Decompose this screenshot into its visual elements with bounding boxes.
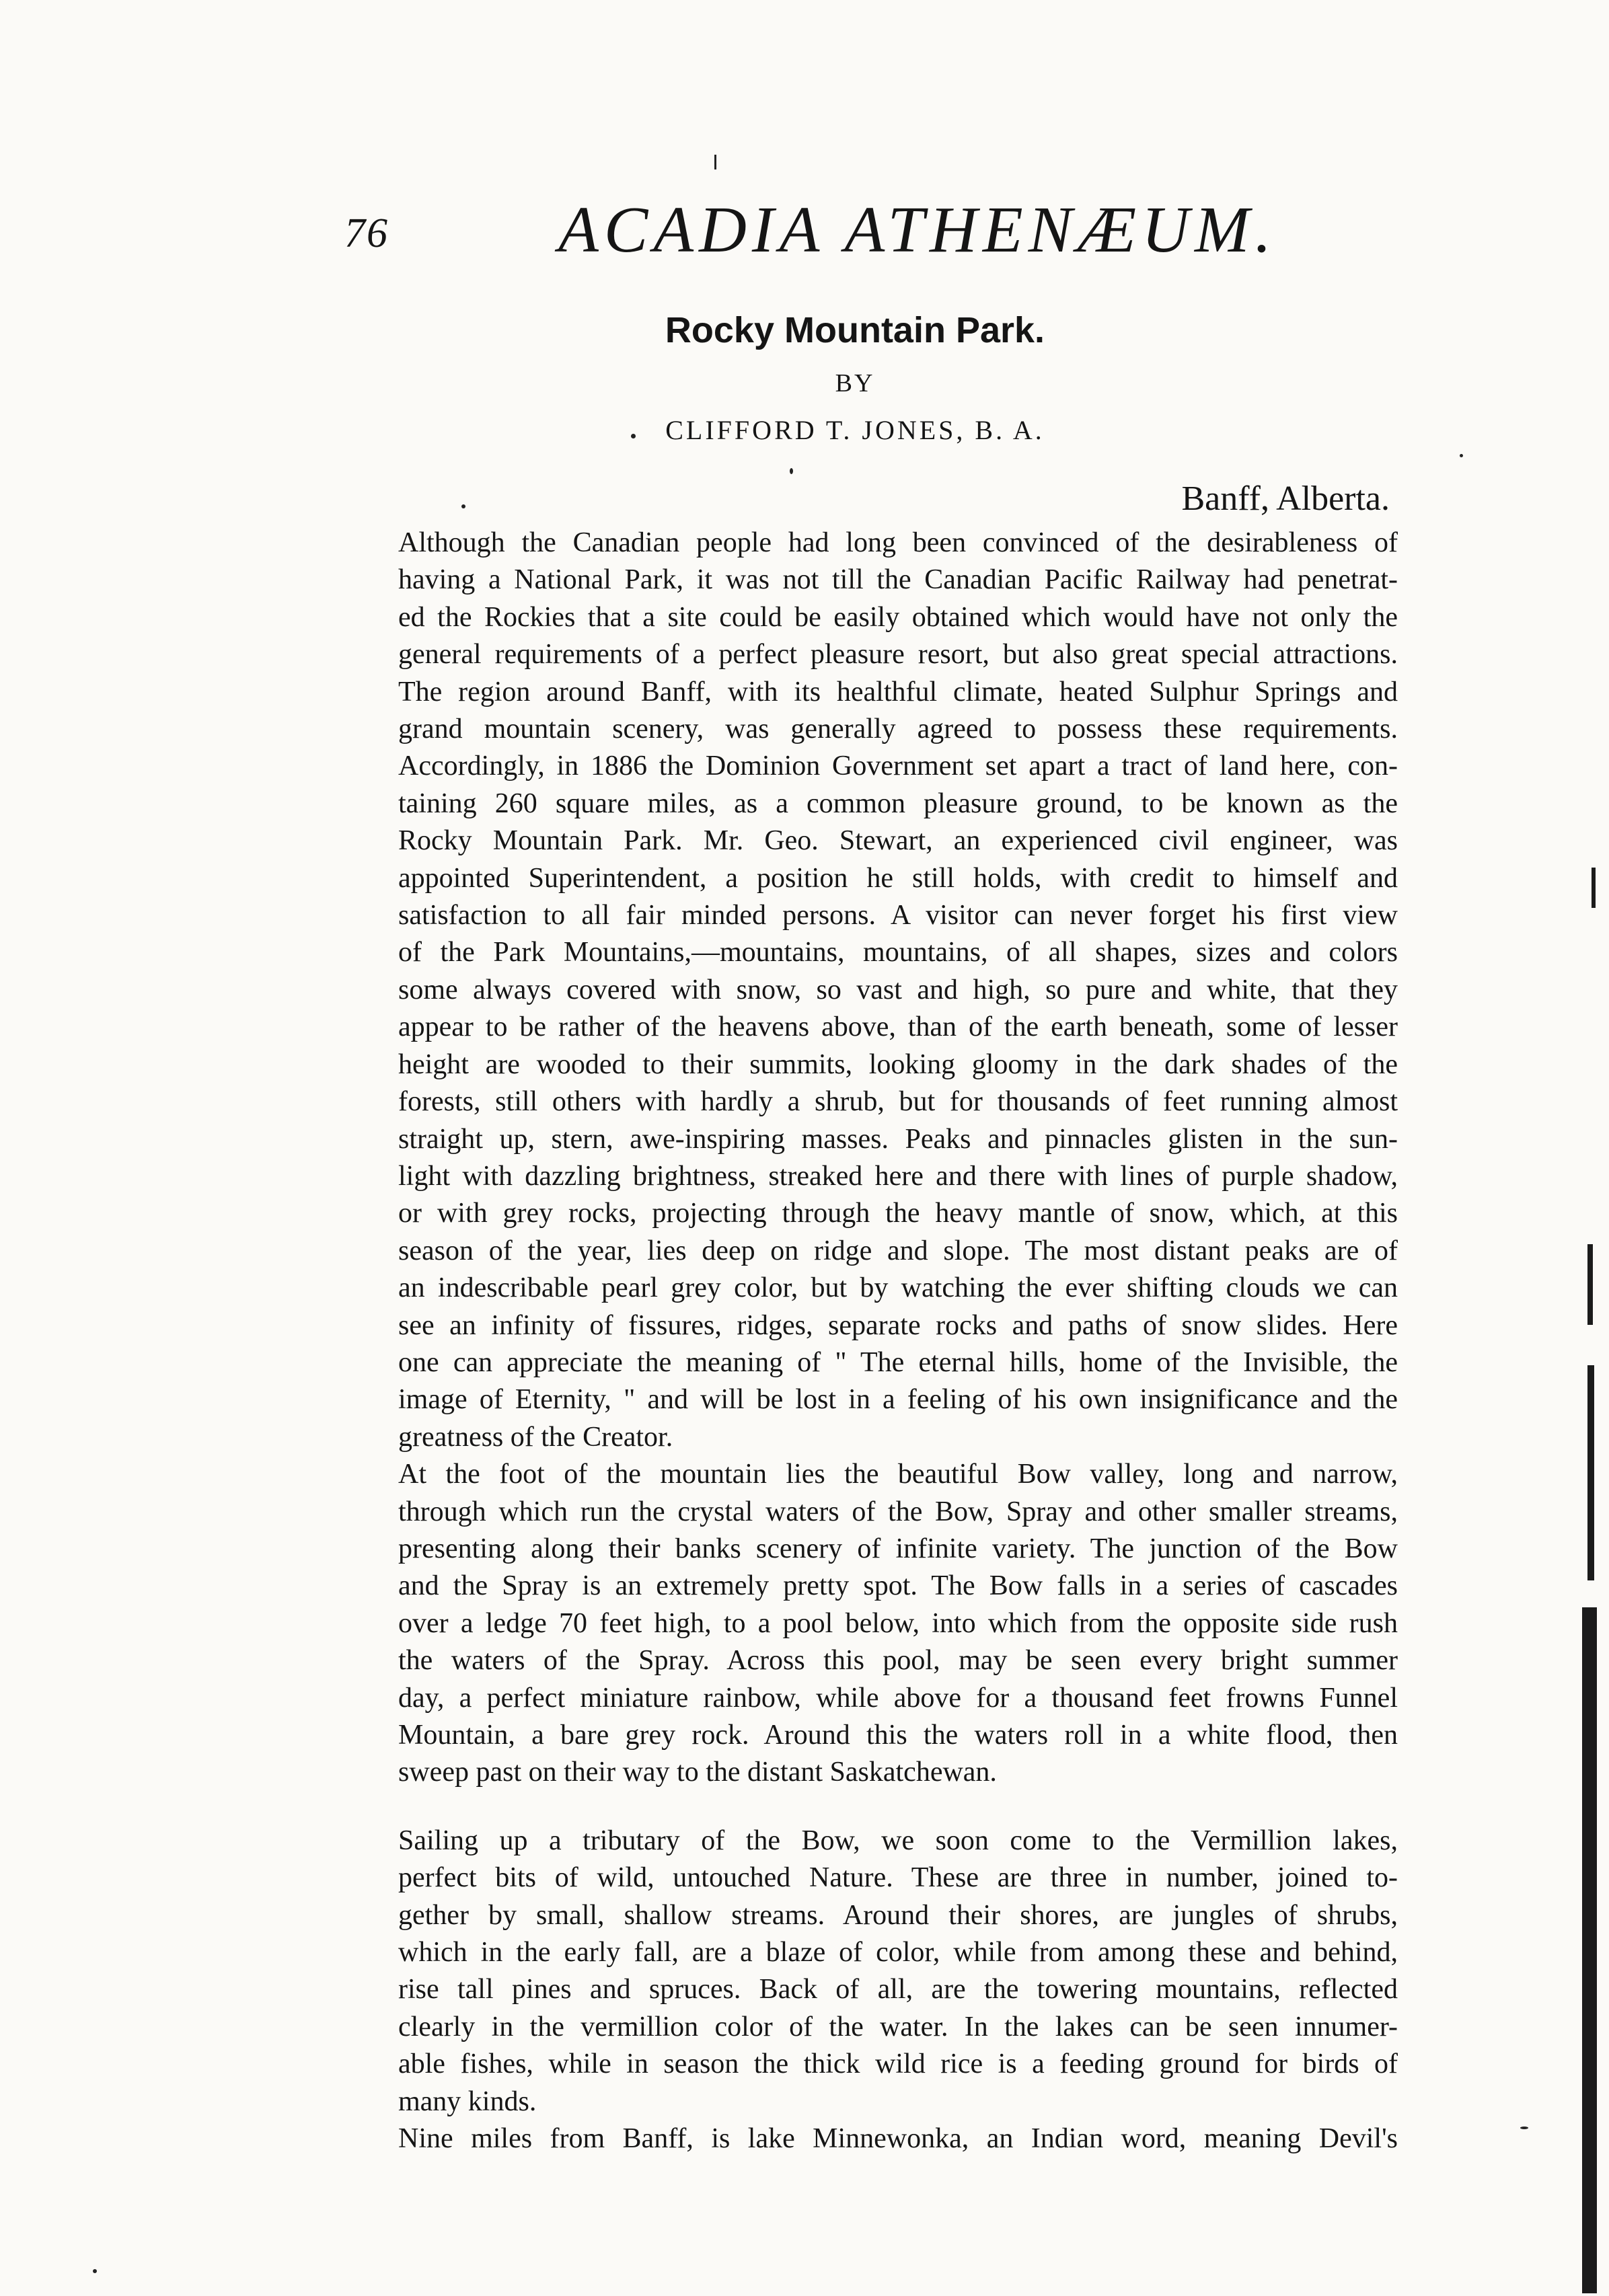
scan-speck <box>1520 2127 1528 2129</box>
author-name: CLIFFORD T. JONES, B. A. <box>665 415 1045 445</box>
text-line: the waters of the Spray. Across this pool, may be seen every bright summer <box>398 1645 1398 1677</box>
text-line: through which run the crystal waters of the Bow, Spray and other smaller streams, <box>398 1496 1398 1527</box>
text-line: having a National Park, it was not till the Canadian Pacific Railway had penetrat- <box>398 564 1398 596</box>
text-line: perfect bits of wild, untouched Nature. These are three in number, joined to- <box>398 1862 1398 1894</box>
article-title: Rocky Mountain Park. <box>665 310 1045 350</box>
scan-margin-mark <box>1592 868 1596 908</box>
text-line: rise tall pines and spruces. Back of all, are the towering mountains, reflected <box>398 1974 1398 2005</box>
scan-margin-mark <box>1587 1365 1594 1580</box>
text-line: Mountain, a bare grey rock. Around this the waters roll in a white flood, then <box>398 1720 1398 1751</box>
scan-speck <box>93 2269 97 2273</box>
text-line: presenting along their banks scenery of infinite variety. The junction of the Bow <box>398 1533 1398 1564</box>
text-line: or with grey rocks, projecting through the heavy mantle of snow, which, at this <box>398 1198 1398 1229</box>
text-line: taining 260 square miles, as a common pleasure ground, to be known as the <box>398 788 1398 819</box>
text-line: clearly in the vermillion color of the water. In the lakes can be seen innumer- <box>398 2011 1398 2042</box>
text-line: forests, still others with hardly a shrub, but for thousands of feet running almost <box>398 1086 1398 1118</box>
journal-title: ACADIA ATHENÆUM. <box>558 194 1277 266</box>
scan-margin-mark <box>1582 1607 1597 2293</box>
text-line: Sailing up a tributary of the Bow, we soon come to the Vermillion lakes, <box>398 1825 1398 1856</box>
text-line: appointed Superintendent, a position he still holds, with credit to himself and <box>398 862 1398 894</box>
scan-speck <box>1460 454 1463 457</box>
text-line: an indescribable pearl grey color, but by watching the ever shifting clouds we can <box>398 1272 1398 1304</box>
text-line: The region around Banff, with its healthful climate, heated Sulphur Springs and <box>398 676 1398 707</box>
text-line: Nine miles from Banff, is lake Minnewonka, an Indian word, meaning Devil's <box>398 2123 1398 2155</box>
text-line: gether by small, shallow streams. Around their shores, are jungles of shrubs, <box>398 1899 1398 1931</box>
text-line: sweep past on their way to the distant Saskatchewan. <box>398 1757 997 1788</box>
text-line: general requirements of a perfect pleasure resort, but also great special attractions. <box>398 639 1398 671</box>
body-paragraph <box>355 1456 1398 1792</box>
text-line: greatness of the Creator. <box>398 1421 673 1453</box>
text-line: which in the early fall, are a blaze of color, while from among these and behind, <box>398 1937 1398 1968</box>
text-line: satisfaction to all fair minded persons. A visitor can never forget his first view <box>398 900 1398 931</box>
body-paragraph <box>355 2120 1398 2157</box>
text-line: grand mountain scenery, was generally agreed to possess these requirements. <box>398 714 1398 745</box>
text-line: one can appreciate the meaning of " The eternal hills, home of the Invisible, the <box>398 1346 1398 1378</box>
scan-speck <box>631 434 636 438</box>
page-number: 76 <box>344 211 389 256</box>
text-line: many kinds. <box>398 2085 537 2117</box>
text-line: ed the Rockies that a site could be easily obtained which would have not only the <box>398 601 1398 633</box>
body-paragraph <box>355 1823 1398 2120</box>
article-location: Banff, Alberta. <box>1181 480 1390 518</box>
text-line: At the foot of the mountain lies the beautiful Bow valley, long and narrow, <box>398 1459 1398 1490</box>
text-line: season of the year, lies deep on ridge and slope. The most distant peaks are of <box>398 1235 1398 1266</box>
text-line: Although the Canadian people had long been convinced of the desirableness of <box>398 527 1398 558</box>
text-line: image of Eternity, " and will be lost in a feeling of his own insignificance and the <box>398 1384 1398 1416</box>
text-line: light with dazzling brightness, streaked here and there with lines of purple shadow, <box>398 1160 1398 1192</box>
text-line: appear to be rather of the heavens above, than of the earth beneath, some of lesser <box>398 1011 1398 1043</box>
scan-speck <box>714 155 716 169</box>
text-line: straight up, stern, awe-inspiring masses. Peaks and pinnacles glisten in the sun- <box>398 1123 1398 1155</box>
text-line: and the Spray is an extremely pretty spot. The Bow falls in a series of cascades <box>398 1570 1398 1602</box>
text-line: able fishes, while in season the thick wild rice is a feeding ground for birds of <box>398 2049 1398 2080</box>
scan-speck <box>461 504 465 508</box>
text-line: height are wooded to their summits, looking gloomy in the dark shades of the <box>398 1048 1398 1080</box>
byline: BY <box>835 369 875 397</box>
scan-margin-mark <box>1587 1244 1593 1325</box>
body-paragraph <box>355 525 1398 1456</box>
text-line: Rocky Mountain Park. Mr. Geo. Stewart, an experienced civil engineer, was <box>398 825 1398 857</box>
article-body <box>355 525 1398 2157</box>
text-line: of the Park Mountains,—mountains, mountains, of all shapes, sizes and colors <box>398 937 1398 968</box>
scan-speck <box>790 468 793 474</box>
text-line: some always covered with snow, so vast and high, so pure and white, that they <box>398 974 1398 1005</box>
text-line: over a ledge 70 feet high, to a pool below, into which from the opposite side rush <box>398 1607 1398 1639</box>
text-line: see an infinity of fissures, ridges, separate rocks and paths of snow slides. Here <box>398 1309 1398 1341</box>
text-line: Accordingly, in 1886 the Dominion Government set apart a tract of land here, con- <box>398 751 1398 782</box>
text-line: day, a perfect miniature rainbow, while above for a thousand feet frowns Funnel <box>398 1682 1398 1714</box>
